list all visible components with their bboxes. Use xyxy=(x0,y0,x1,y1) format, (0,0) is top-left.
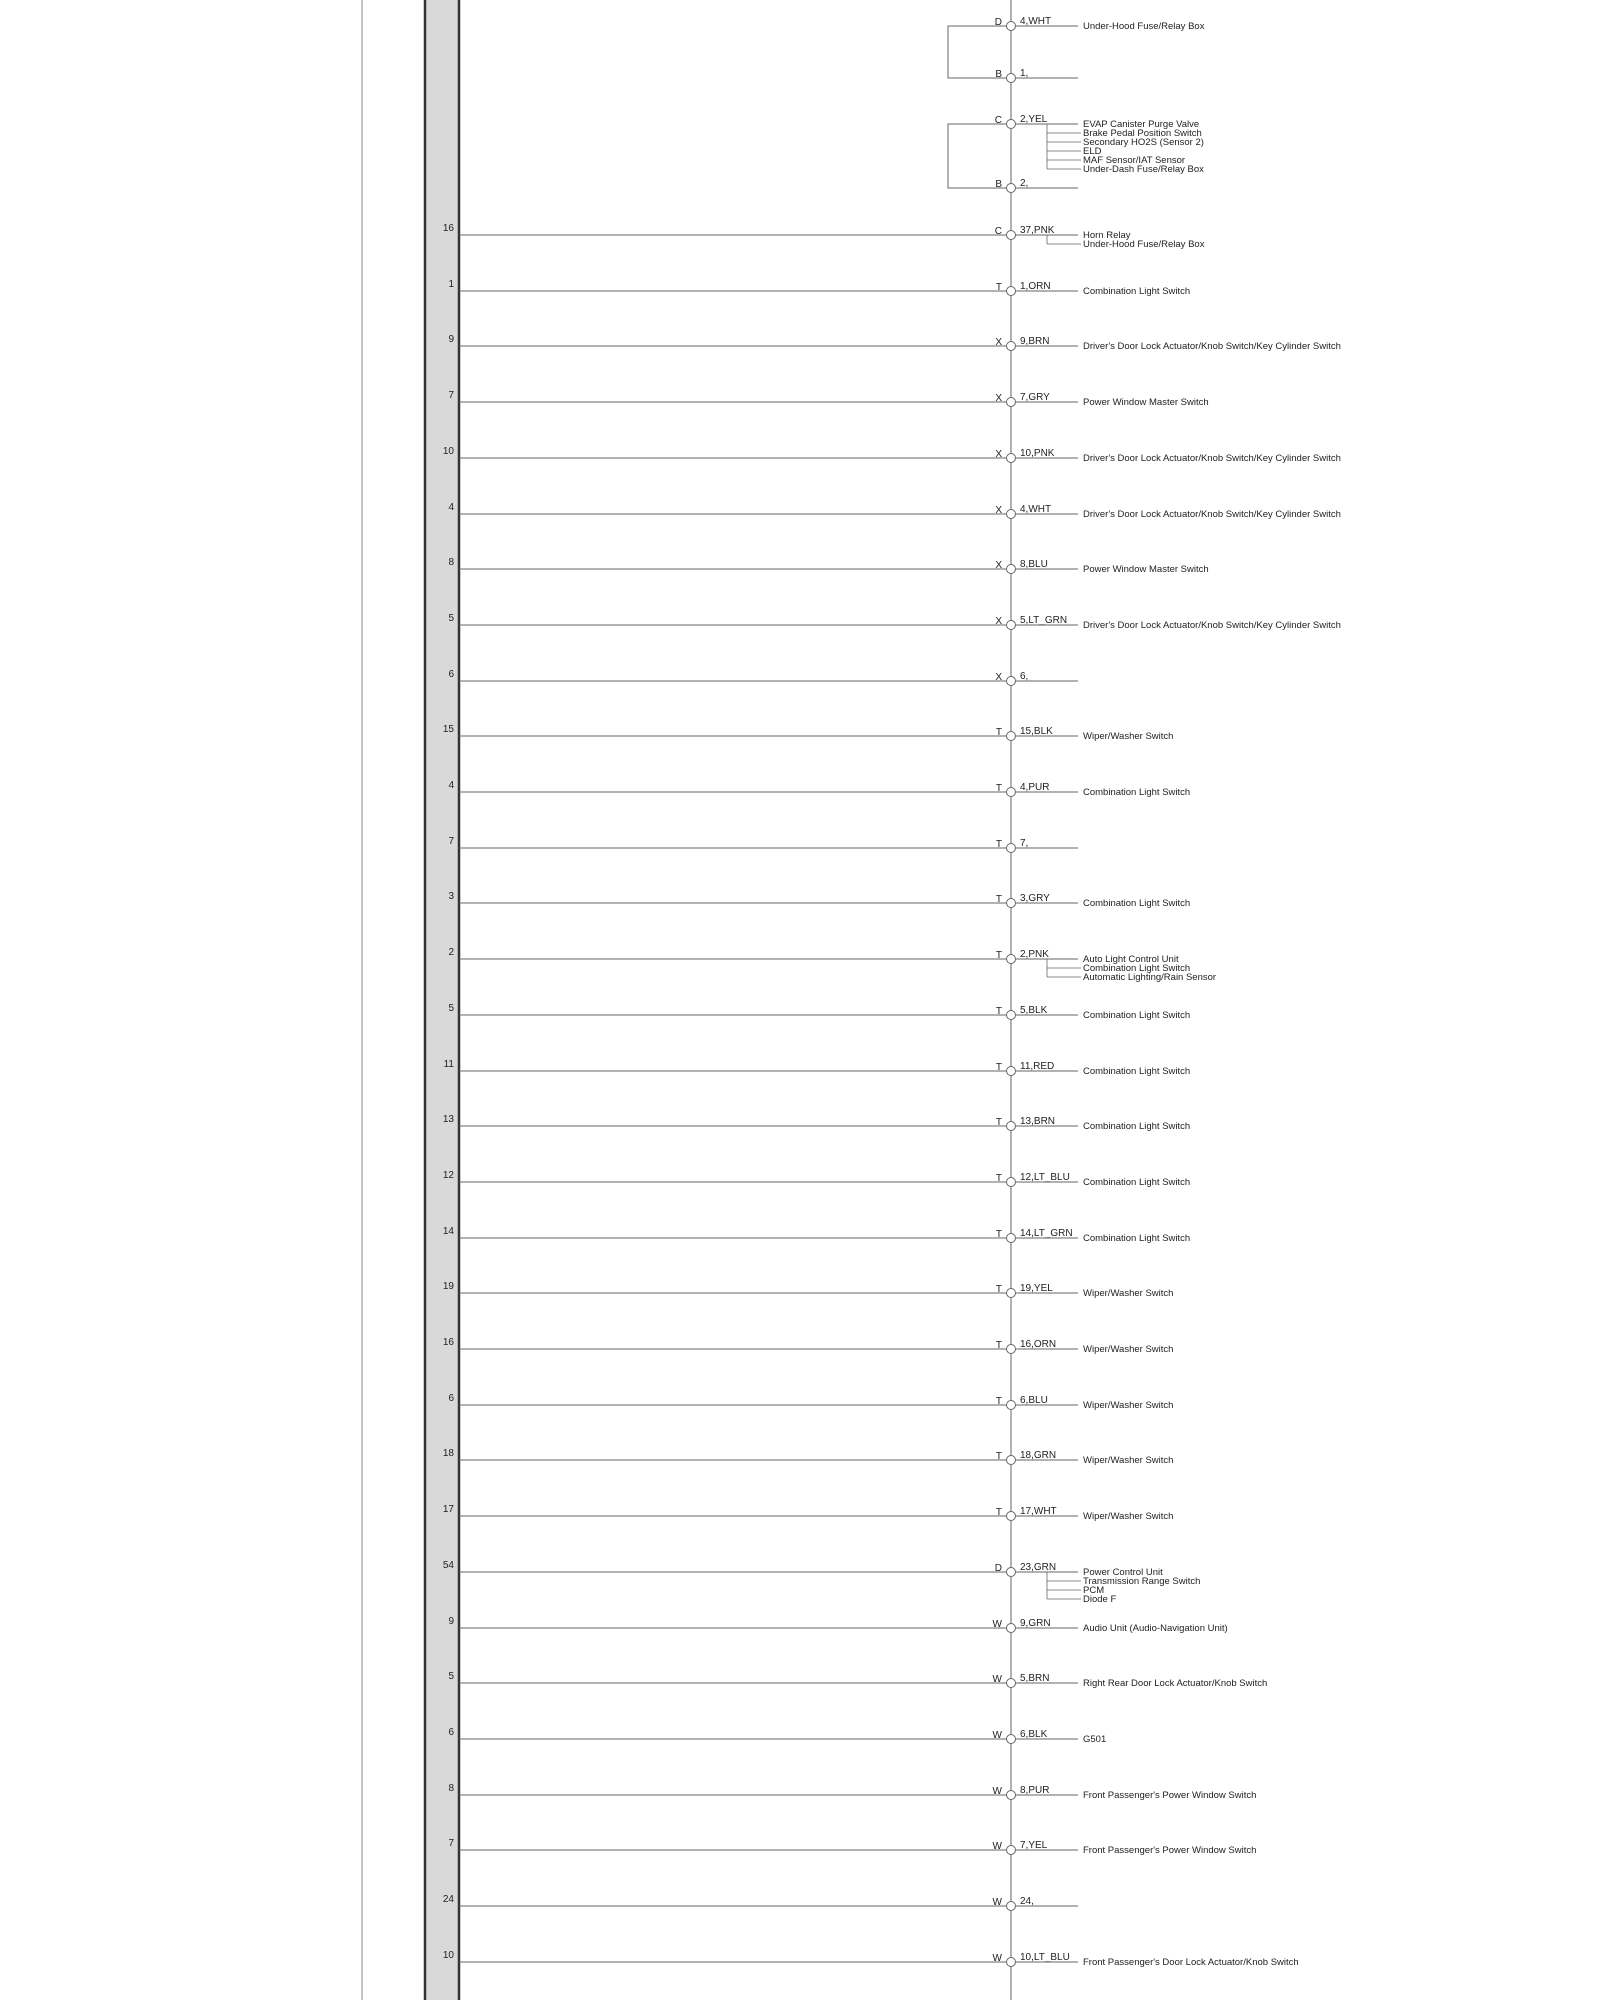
destination-label: Combination Light Switch xyxy=(1083,963,1191,974)
destination-label: Transmission Range Switch xyxy=(1083,1576,1201,1587)
pin-number: 6 xyxy=(448,669,454,680)
destination-label: Right Rear Door Lock Actuator/Knob Switch xyxy=(1083,1678,1268,1689)
wire-label: 4,PUR xyxy=(1020,782,1050,793)
connector-terminal xyxy=(1007,1624,1016,1633)
pin-number: 54 xyxy=(442,1560,454,1571)
destination-label: Brake Pedal Position Switch xyxy=(1083,128,1202,139)
destination-label: Combination Light Switch xyxy=(1083,1177,1191,1188)
destination-label: Power Window Master Switch xyxy=(1083,564,1209,575)
pin-number: 10 xyxy=(442,446,454,457)
pin-number: 4 xyxy=(448,502,454,513)
pin-number: 6 xyxy=(448,1393,454,1404)
wire-label: 18,GRN xyxy=(1020,1450,1057,1461)
destination-label: Front Passenger's Door Lock Actuator/Knob Switch xyxy=(1083,1957,1299,1968)
pin-number: 2 xyxy=(448,947,454,958)
wire-label: 4,WHT xyxy=(1020,504,1052,515)
destination-label: Diode F xyxy=(1083,1594,1117,1605)
wire-label: 6, xyxy=(1020,671,1029,682)
destination-label: Front Passenger's Power Window Switch xyxy=(1083,1790,1257,1801)
wire-label: 10,PNK xyxy=(1020,448,1055,459)
wire-label: 4,WHT xyxy=(1020,16,1052,27)
destination-label: Audio Unit (Audio-Navigation Unit) xyxy=(1083,1623,1228,1634)
connector-terminal xyxy=(1007,1512,1016,1521)
connector-terminal xyxy=(1007,844,1016,853)
connector-terminal xyxy=(1007,1067,1016,1076)
destination-label: Wiper/Washer Switch xyxy=(1083,1344,1174,1355)
connector-letter: B xyxy=(995,69,1002,80)
destination-label: PCM xyxy=(1083,1585,1105,1596)
destination-label: EVAP Canister Purge Valve xyxy=(1083,119,1200,130)
connector-terminal xyxy=(1007,454,1016,463)
connector-letter: T xyxy=(995,727,1002,738)
pin-number: 8 xyxy=(448,557,454,568)
connector-letter: B xyxy=(995,179,1002,190)
connector-terminal xyxy=(1007,955,1016,964)
wire-label: 37,PNK xyxy=(1020,225,1055,236)
wire-label: 11,RED xyxy=(1020,1061,1055,1072)
destination-label: Driver's Door Lock Actuator/Knob Switch/Key Cylinder Switch xyxy=(1083,620,1341,631)
connector-letter: T xyxy=(995,1507,1002,1518)
connector-letter: T xyxy=(995,1117,1002,1128)
connector-terminal xyxy=(1007,1846,1016,1855)
destination-label: Wiper/Washer Switch xyxy=(1083,1288,1174,1299)
destination-label: Wiper/Washer Switch xyxy=(1083,1455,1174,1466)
wire-label: 15,BLK xyxy=(1020,726,1053,737)
destination-label: Driver's Door Lock Actuator/Knob Switch/Key Cylinder Switch xyxy=(1083,509,1341,520)
destination-label: Under-Dash Fuse/Relay Box xyxy=(1083,164,1204,175)
diagram-frame xyxy=(362,0,1011,2000)
wire-label: 19,YEL xyxy=(1020,1283,1053,1294)
wire-label: 2,YEL xyxy=(1020,114,1048,125)
destination-label: Power Window Master Switch xyxy=(1083,397,1209,408)
wire-label: 10,LT_BLU xyxy=(1020,1952,1070,1963)
destination-label: Combination Light Switch xyxy=(1083,1066,1191,1077)
connector-letter: X xyxy=(995,337,1002,348)
connector-letter: W xyxy=(992,1619,1002,1630)
pin-number: 4 xyxy=(448,780,454,791)
connector-letter: X xyxy=(995,560,1002,571)
connector-terminal xyxy=(1007,1011,1016,1020)
connector-terminal xyxy=(1007,899,1016,908)
pin-number: 1 xyxy=(448,279,454,290)
connector-terminal xyxy=(1007,398,1016,407)
destination-label: Combination Light Switch xyxy=(1083,1010,1191,1021)
connector-letter: T xyxy=(995,1340,1002,1351)
destination-label: Horn Relay xyxy=(1083,230,1131,241)
connector-letter: T xyxy=(995,950,1002,961)
wire-label: 5,LT_GRN xyxy=(1020,615,1068,626)
wire-label: 6,BLU xyxy=(1020,1395,1048,1406)
pin-number: 24 xyxy=(442,1894,454,1905)
connector-letter: T xyxy=(995,1006,1002,1017)
destination-label: Wiper/Washer Switch xyxy=(1083,1511,1174,1522)
pin-number: 14 xyxy=(442,1226,454,1237)
wire-label: 8,PUR xyxy=(1020,1785,1050,1796)
connector-letter: W xyxy=(992,1841,1002,1852)
destination-label: Power Control Unit xyxy=(1083,1567,1163,1578)
destination-label: Combination Light Switch xyxy=(1083,1233,1191,1244)
wire-label: 1,ORN xyxy=(1020,281,1051,292)
connector-bar xyxy=(425,0,459,2000)
pin-number: 19 xyxy=(442,1281,454,1292)
wire-label: 14,LT_GRN xyxy=(1020,1228,1073,1239)
pin-number: 11 xyxy=(443,1059,454,1070)
connector-terminal xyxy=(1007,1791,1016,1800)
wire-rows xyxy=(443,16,1341,1968)
connector-terminal xyxy=(1007,184,1016,193)
connector-terminal xyxy=(1007,342,1016,351)
wire-label: 7,GRY xyxy=(1020,392,1050,403)
destination-label: Combination Light Switch xyxy=(1083,898,1191,909)
connector-letter: D xyxy=(994,1563,1002,1574)
connector-terminal xyxy=(1007,510,1016,519)
connector-terminal xyxy=(1007,287,1016,296)
connector-terminal xyxy=(1007,1122,1016,1131)
connector-terminal xyxy=(1007,22,1016,31)
destination-label: Automatic Lighting/Rain Sensor xyxy=(1083,972,1217,983)
wire-label: 7,YEL xyxy=(1020,1840,1048,1851)
destination-label: ELD xyxy=(1083,146,1102,157)
wire-label: 9,GRN xyxy=(1020,1618,1051,1629)
pin-number: 18 xyxy=(442,1448,454,1459)
pin-number: 16 xyxy=(442,1337,454,1348)
wire-label: 8,BLU xyxy=(1020,559,1048,570)
destination-label: Driver's Door Lock Actuator/Knob Switch/Key Cylinder Switch xyxy=(1083,453,1341,464)
connector-terminal xyxy=(1007,1958,1016,1967)
connector-terminal xyxy=(1007,1456,1016,1465)
pin-number: 13 xyxy=(442,1114,454,1125)
connector-letter: X xyxy=(995,672,1002,683)
connector-letter: X xyxy=(995,616,1002,627)
destination-label: Combination Light Switch xyxy=(1083,1121,1191,1132)
wire-label: 1, xyxy=(1020,68,1029,79)
destination-label: MAF Sensor/IAT Sensor xyxy=(1083,155,1186,166)
connector-terminal xyxy=(1007,1679,1016,1688)
connector-terminal xyxy=(1007,1289,1016,1298)
wire-label: 2,PNK xyxy=(1020,949,1049,960)
connector-terminal xyxy=(1007,1735,1016,1744)
wire-label: 3,GRY xyxy=(1020,893,1050,904)
wire-label: 24, xyxy=(1020,1896,1034,1907)
wire-label: 12,LT_BLU xyxy=(1020,1172,1070,1183)
connector-letter: T xyxy=(995,839,1002,850)
wire-label: 7, xyxy=(1020,838,1029,849)
connector-letter: T xyxy=(995,1284,1002,1295)
connector-letter: W xyxy=(992,1897,1002,1908)
destination-label: Under-Hood Fuse/Relay Box xyxy=(1083,239,1205,250)
connector-letter: T xyxy=(995,1173,1002,1184)
destination-label: Driver's Door Lock Actuator/Knob Switch/Key Cylinder Switch xyxy=(1083,341,1341,352)
pin-number: 12 xyxy=(442,1170,454,1181)
pin-number: 7 xyxy=(448,1838,454,1849)
connector-terminal xyxy=(1007,565,1016,574)
wire-label: 5,BRN xyxy=(1020,1673,1050,1684)
connector-letter: W xyxy=(992,1953,1002,1964)
connector-terminal xyxy=(1007,1178,1016,1187)
destination-label: Wiper/Washer Switch xyxy=(1083,731,1174,742)
connector-letter: T xyxy=(995,894,1002,905)
connector-letter: W xyxy=(992,1674,1002,1685)
connector-terminal xyxy=(1007,1902,1016,1911)
pin-number: 15 xyxy=(442,724,454,735)
wire-label: 23,GRN xyxy=(1020,1562,1057,1573)
wire-label: 9,BRN xyxy=(1020,336,1050,347)
wire-label: 13,BRN xyxy=(1020,1116,1056,1127)
connector-letter: C xyxy=(994,115,1002,126)
pin-number: 5 xyxy=(448,613,454,624)
wire-label: 6,BLK xyxy=(1020,1729,1048,1740)
connector-letter: D xyxy=(994,17,1002,28)
connector-letter: T xyxy=(995,282,1002,293)
connector-terminal xyxy=(1007,74,1016,83)
connector-terminal xyxy=(1007,1401,1016,1410)
destination-label: Wiper/Washer Switch xyxy=(1083,1400,1174,1411)
destination-label: Front Passenger's Power Window Switch xyxy=(1083,1845,1257,1856)
destination-label: Auto Light Control Unit xyxy=(1083,954,1179,965)
pin-number: 5 xyxy=(448,1671,454,1682)
pin-number: 17 xyxy=(442,1504,454,1515)
destination-label: G501 xyxy=(1083,1734,1107,1745)
pin-number: 5 xyxy=(448,1003,454,1014)
pin-number: 7 xyxy=(448,390,454,401)
connector-letter: T xyxy=(995,1062,1002,1073)
connector-terminal xyxy=(1007,621,1016,630)
pin-number: 9 xyxy=(448,1616,454,1627)
pin-number: 10 xyxy=(442,1950,454,1961)
connector-terminal xyxy=(1007,677,1016,686)
connector-letter: W xyxy=(992,1786,1002,1797)
pin-number: 6 xyxy=(448,1727,454,1738)
connector-letter: T xyxy=(995,1396,1002,1407)
destination-label: Combination Light Switch xyxy=(1083,787,1191,798)
connector-letter: C xyxy=(994,226,1002,237)
connector-terminal xyxy=(1007,1234,1016,1243)
connector-letter: T xyxy=(995,783,1002,794)
connector-letter: T xyxy=(995,1451,1002,1462)
connector-terminal xyxy=(1007,1568,1016,1577)
wire-label: 2, xyxy=(1020,178,1029,189)
connector-letter: X xyxy=(995,505,1002,516)
wire-label: 17,WHT xyxy=(1020,1506,1057,1517)
connector-terminal xyxy=(1007,788,1016,797)
connector-terminal xyxy=(1007,120,1016,129)
destination-label: Combination Light Switch xyxy=(1083,286,1191,297)
pin-number: 8 xyxy=(448,1783,454,1794)
connector-letter: X xyxy=(995,449,1002,460)
connector-terminal xyxy=(1007,1345,1016,1354)
pin-number: 3 xyxy=(448,891,454,902)
wire-label: 5,BLK xyxy=(1020,1005,1048,1016)
wire-label: 16,ORN xyxy=(1020,1339,1057,1350)
destination-label: Secondary HO2S (Sensor 2) xyxy=(1083,137,1204,148)
connector-letter: X xyxy=(995,393,1002,404)
connector-letter: T xyxy=(995,1229,1002,1240)
pin-number: 9 xyxy=(448,334,454,345)
destination-label: Under-Hood Fuse/Relay Box xyxy=(1083,21,1205,32)
connector-terminal xyxy=(1007,732,1016,741)
connector-terminal xyxy=(1007,231,1016,240)
pin-number: 16 xyxy=(442,223,454,234)
connector-letter: W xyxy=(992,1730,1002,1741)
pin-number: 7 xyxy=(448,836,454,847)
